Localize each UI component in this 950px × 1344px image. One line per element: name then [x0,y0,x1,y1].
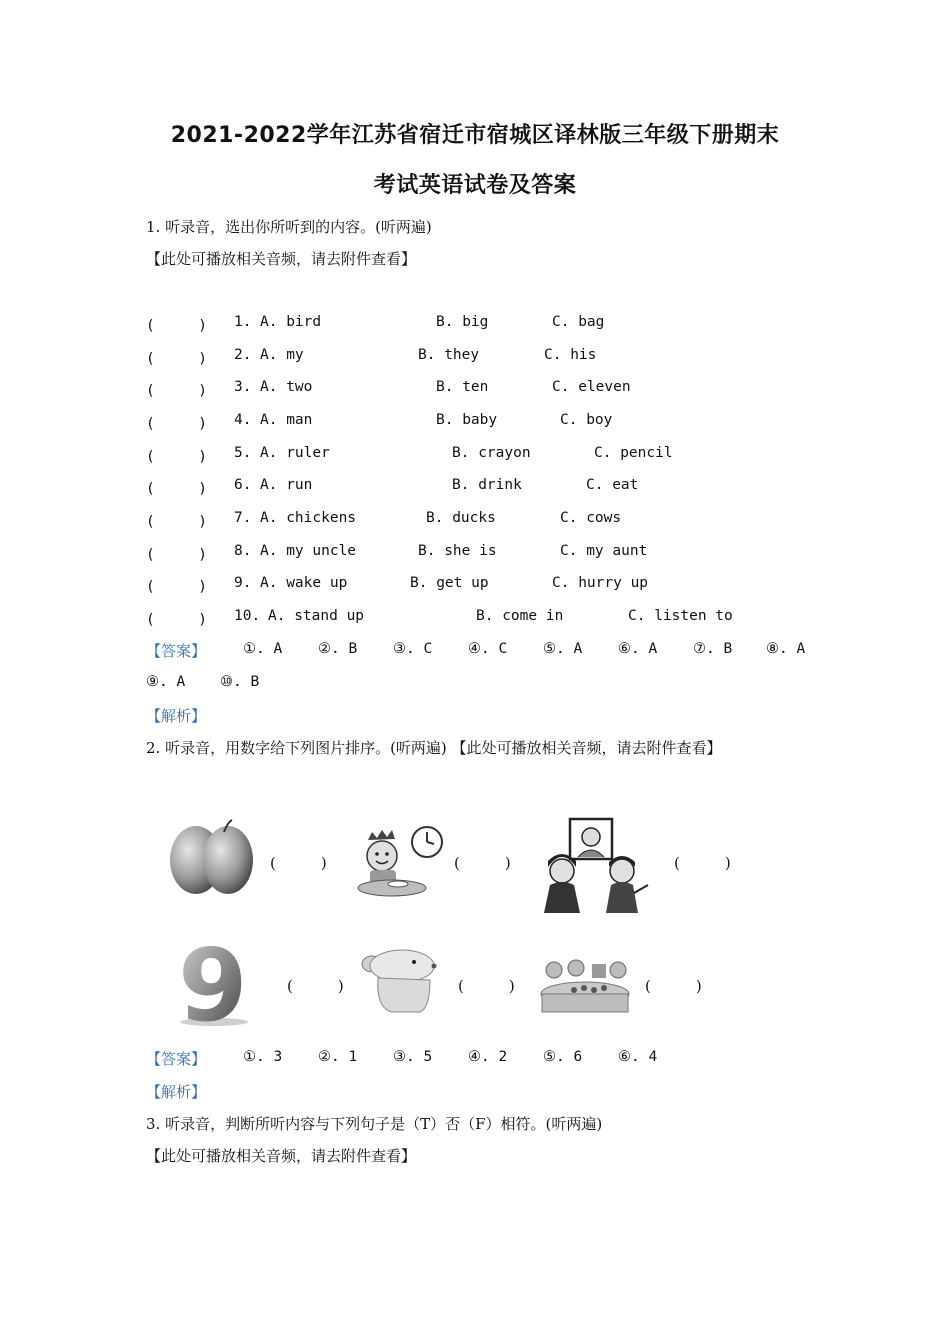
q1-answer-3: ③. C [393,641,433,657]
q1-answer-paren[interactable]: ( ) [146,383,207,399]
q1-item-row [146,477,836,499]
q1-option-a: A. stand up [268,608,365,624]
q1-item-number: 8. [234,543,252,559]
q1-answer-paren[interactable]: ( ) [146,612,207,628]
q1-answer-paren[interactable]: ( ) [146,449,207,465]
q1-answer-2: ②. B [318,641,358,657]
q1-option-c: C. pencil [594,445,673,461]
svg-text:9: 9 [178,936,248,1028]
q1-answer-paren[interactable]: ( ) [146,514,207,530]
q2-analysis-label: 【解析】 [146,1083,207,1101]
q1-item-row [146,543,836,565]
q1-option-b: B. big [436,314,489,330]
q1-answer-6: ⑥. A [618,641,658,657]
q1-answer-4: ④. C [468,641,508,657]
q1-option-b: B. get up [410,575,489,591]
q2-blank-5[interactable]: ( ) [458,977,515,995]
q2-blank-6[interactable]: ( ) [645,977,702,995]
q1-option-b: B. they [418,347,480,363]
q1-audio-note: 【此处可播放相关音频，请去附件查看】 [146,250,417,268]
q1-item-row [146,608,836,630]
q1-option-c: C. listen to [628,608,733,624]
q1-item-row [146,347,836,369]
mouse-picture [356,944,442,1018]
q1-option-b: B. crayon [452,445,531,461]
q2-answer-4: ④. 2 [468,1049,508,1065]
q1-option-b: B. come in [476,608,564,624]
q1-option-b: B. drink [452,477,522,493]
q1-option-c: C. eleven [552,379,631,395]
q1-answer-8: ⑧. A [766,641,806,657]
q1-item-number: 2. [234,347,252,363]
boy-clock-picture [352,820,444,900]
q1-option-b: B. she is [418,543,497,559]
q1-option-a: A. run [260,477,313,493]
q1-option-b: B. baby [436,412,498,428]
q1-item-number: 5. [234,445,252,461]
q1-answer-paren[interactable]: ( ) [146,318,207,334]
q1-item-number: 1. [234,314,252,330]
q2-answer-6: ⑥. 4 [618,1049,658,1065]
q2-answer-label: 【答案】 [146,1050,207,1068]
q1-option-b: B. ducks [426,510,496,526]
q2-blank-3[interactable]: ( ) [674,854,731,872]
q1-answer-5: ⑤. A [543,641,583,657]
q2-answer-5: ⑤. 6 [543,1049,583,1065]
q1-item-number: 10. [234,608,261,624]
q1-item-number: 9. [234,575,252,591]
number-nine-picture [172,936,254,1028]
q1-answer-paren[interactable]: ( ) [146,416,207,432]
q2-blank-2[interactable]: ( ) [454,854,511,872]
q1-option-c: C. his [544,347,597,363]
q2-blank-4[interactable]: ( ) [287,977,344,995]
q1-answer-10: ⑩. B [220,674,260,690]
apples-picture [168,818,254,898]
q1-item-row [146,314,836,336]
q1-option-c: C. bag [552,314,605,330]
q1-item-row [146,445,836,467]
q1-option-a: A. my uncle [260,543,357,559]
document-title-line-1: 2021-2022学年江苏省宿迁市宿城区译林版三年级下册期末 [170,123,780,148]
q1-answer-paren[interactable]: ( ) [146,481,207,497]
q2-answer-2: ②. 1 [318,1049,358,1065]
q2-answer-3: ③. 5 [393,1049,433,1065]
q1-option-a: A. ruler [260,445,330,461]
q1-option-c: C. hurry up [552,575,649,591]
q1-option-c: C. cows [560,510,622,526]
q1-option-a: A. wake up [260,575,348,591]
q1-item-row [146,510,836,532]
q1-item-number: 6. [234,477,252,493]
q2-answer-1: ①. 3 [243,1049,283,1065]
q1-answer-9: ⑨. A [146,674,186,690]
q1-answer-paren[interactable]: ( ) [146,579,207,595]
q1-option-c: C. eat [586,477,639,493]
q1-option-a: A. man [260,412,313,428]
party-table-picture [540,958,630,1016]
q1-answer-1: ①. A [243,641,283,657]
q1-item-number: 3. [234,379,252,395]
q2-stem: 2. 听录音，用数字给下列图片排序。(听两遍) 【此处可播放相关音频，请去附件查看】 [146,739,722,757]
q1-option-a: A. chickens [260,510,357,526]
q1-option-a: A. bird [260,314,322,330]
q1-option-b: B. ten [436,379,489,395]
q1-option-a: A. my [260,347,304,363]
family-portrait-picture [536,817,660,915]
q1-item-row [146,379,836,401]
q1-answer-label: 【答案】 [146,642,207,660]
q1-stem: 1. 听录音，选出你所听到的内容。(听两遍) [146,218,432,236]
q1-answer-paren[interactable]: ( ) [146,547,207,563]
document-title-line-2: 考试英语试卷及答案 [373,173,577,198]
q1-item-number: 7. [234,510,252,526]
q2-blank-1[interactable]: ( ) [270,854,327,872]
q1-item-row [146,575,836,597]
q1-analysis-label: 【解析】 [146,707,207,725]
q1-option-c: C. boy [560,412,613,428]
q3-stem: 3. 听录音，判断所听内容与下列句子是（T）否（F）相符。(听两遍) [146,1115,603,1133]
q1-option-a: A. two [260,379,313,395]
q1-option-c: C. my aunt [560,543,648,559]
q1-item-number: 4. [234,412,252,428]
q3-audio-note: 【此处可播放相关音频，请去附件查看】 [146,1147,417,1165]
q1-item-row [146,412,836,434]
q1-answer-paren[interactable]: ( ) [146,351,207,367]
q1-answer-7: ⑦. B [693,641,733,657]
